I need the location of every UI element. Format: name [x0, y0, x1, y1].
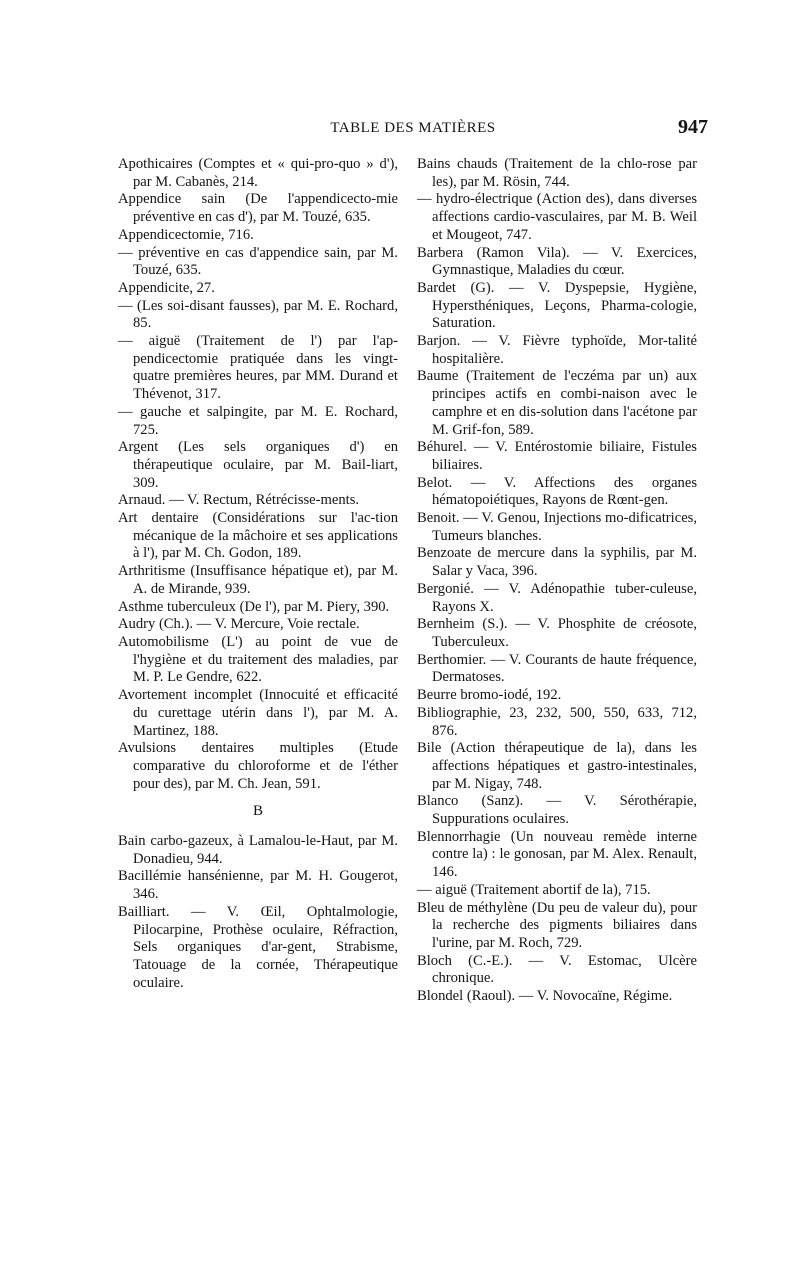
- index-entry: Bibliographie, 23, 232, 500, 550, 633, 712, 876.: [417, 704, 697, 739]
- index-entry: — aiguë (Traitement de l') par l'ap-pendicectomie pratiquée dans les vingt-quatre premières heures, par MM. Durand et Thévenot, 317.: [118, 333, 398, 403]
- right-column: [417, 156, 697, 1006]
- index-entry: Art dentaire (Considérations sur l'ac-tion mécanique de la mâchoire et ses applications à l'), par M. Ch. Godon, 189.: [118, 510, 398, 562]
- index-entry: Benoit. — V. Genou, Injections mo-dificatrices, Tumeurs blanches.: [417, 510, 697, 544]
- index-entry: Audry (Ch.). — V. Mercure, Voie rectale.: [118, 616, 360, 633]
- page-number: 947: [678, 116, 708, 138]
- index-entry: Avortement incomplet (Innocuité et efficacité du curettage utérin dans l'), par M. A. Martinez, 188.: [118, 687, 398, 739]
- index-entry: Appendicite, 27.: [118, 279, 215, 296]
- index-entry: Argent (Les sels organiques d') en thérapeutique oculaire, par M. Bail-liart, 309.: [118, 439, 398, 491]
- index-entry: Apothicaires (Comptes et « qui-pro-quo » d'), par M. Cabanès, 214.: [118, 156, 398, 190]
- index-entry: Belot. — V. Affections des organes hématopoiétiques, Rayons de Rœnt-gen.: [417, 474, 697, 509]
- index-entry: Appendicectomie, 716.: [118, 226, 254, 243]
- index-entry: Bile (Action thérapeutique de la), dans les affections hépatiques et gastro-intestinales, par M. Nigay, 748.: [417, 740, 697, 792]
- index-entry: Barbera (Ramon Vila). — V. Exercices, Gymnastique, Maladies du cœur.: [417, 244, 697, 279]
- index-entry: Bergonié. — V. Adénopathie tuber-culeuse, Rayons X.: [417, 580, 697, 615]
- index-entry: Automobilisme (L') au point de vue de l'hygiène et du traitement des maladies, par M. P. Le Gendre, 622.: [118, 633, 398, 686]
- index-entry: — aiguë (Traitement abortif de la), 715.: [417, 881, 651, 898]
- index-entry: Bains chauds (Traitement de la chlo-rose par les), par M. Rösin, 744.: [417, 156, 697, 190]
- index-entry: Barjon. — V. Fièvre typhoïde, Mor-talité hospitalière.: [417, 333, 697, 367]
- index-entry: Béhurel. — V. Entérostomie biliaire, Fistules biliaires.: [417, 439, 697, 473]
- index-entry: Bloch (C.-E.). — V. Estomac, Ulcère chronique.: [417, 952, 697, 987]
- index-entry: Avulsions dentaires multiples (Etude comparative du chloroforme et de l'éther pour des), par M. Ch. Jean, 591.: [118, 740, 398, 792]
- index-entry: Beurre bromo-iodé, 192.: [417, 687, 562, 704]
- running-header: [118, 116, 708, 144]
- index-entry: Benzoate de mercure dans la syphilis, par M. Salar y Vaca, 396.: [417, 545, 697, 580]
- index-entry: Blennorrhagie (Un nouveau remède interne contre la) : le gonosan, par M. Alex. Renault, 146.: [417, 828, 697, 881]
- index-entry: Baume (Traitement de l'eczéma par un) aux principes actifs en combi-naison avec le camphre et en dis-solution dans l'acétone par M. Grif-fon, 589.: [417, 368, 697, 438]
- index-entry: Bailliart. — V. Œil, Ophtalmologie, Pilocarpine, Prothèse oculaire, Réfraction, Sels organiques d'ar-gent, Strabisme, Tatouage de la cornée, Thérapeutique oculaire.: [118, 903, 398, 991]
- index-entry: Bardet (G). — V. Dyspepsie, Hygiène, Hypersthéniques, Leçons, Pharma-cologie, Saturation.: [417, 279, 697, 332]
- index-entry: — hydro-électrique (Action des), dans diverses affections cardio-vasculaires, par M. B. Weil et Mougeot, 747.: [417, 191, 697, 243]
- index-entry: Arnaud. — V. Rectum, Rétrécisse-ments.: [118, 492, 360, 509]
- index-entry: — gauche et salpingite, par M. E. Rochard, 725.: [118, 403, 398, 438]
- index-entry: Bain carbo-gazeux, à Lamalou-le-Haut, par M. Donadieu, 944.: [118, 833, 398, 867]
- left-column: [118, 156, 398, 992]
- header-title: TABLE DES MATIÈRES: [330, 120, 496, 136]
- section-letter: B: [252, 803, 263, 820]
- index-entry: — (Les soi-disant fausses), par M. E. Rochard, 85.: [118, 297, 398, 332]
- index-entry: Arthritisme (Insuffisance hépatique et), par M. A. de Mirande, 939.: [118, 563, 398, 597]
- index-entry: Appendice sain (De l'appendicecto-mie préventive en cas d'), par M. Touzé, 635.: [118, 191, 398, 226]
- index-entry: Bernheim (S.). — V. Phosphite de créosote, Tuberculeux.: [417, 616, 697, 650]
- index-entry: — préventive en cas d'appendice sain, par M. Touzé, 635.: [118, 244, 398, 279]
- index-entry: Blanco (Sanz). — V. Sérothérapie, Suppurations oculaires.: [417, 793, 697, 828]
- index-entry: Blondel (Raoul). — V. Novocaïne, Régime.: [417, 988, 673, 1005]
- index-entry: Bacillémie hansénienne, par M. H. Gougerot, 346.: [118, 868, 398, 903]
- index-entry: Bleu de méthylène (Du peu de valeur du), pour la recherche des pigments biliaires dans l'urine, par M. Roch, 729.: [417, 899, 697, 951]
- index-entry: Asthme tuberculeux (De l'), par M. Piery, 390.: [118, 598, 390, 615]
- index-entry: Berthomier. — V. Courants de haute fréquence, Dermatoses.: [417, 651, 697, 686]
